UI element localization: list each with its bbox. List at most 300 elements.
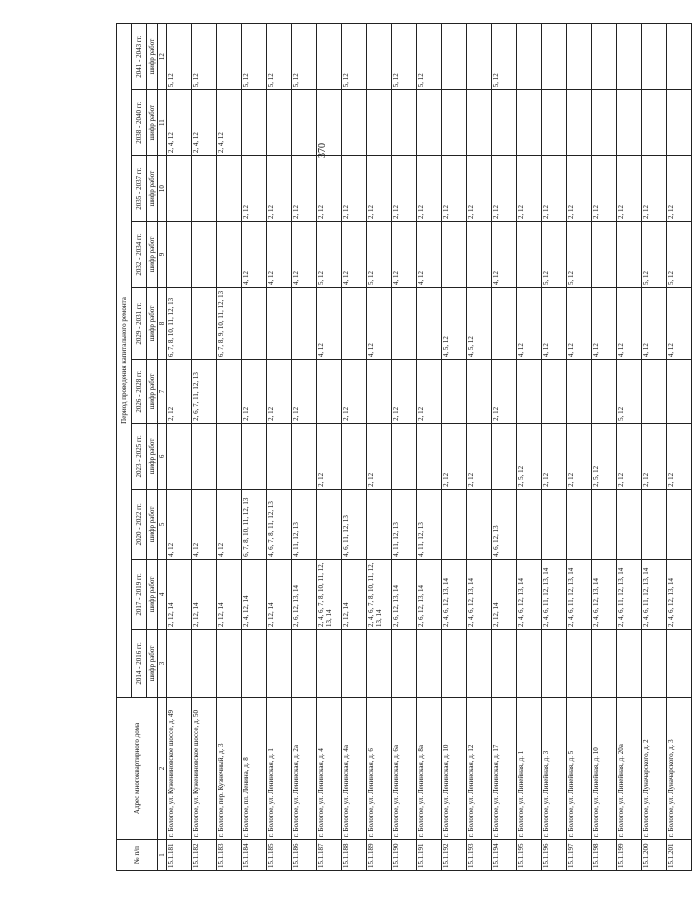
work-code-cell: 2, 12	[317, 423, 342, 489]
row-number-cell: 15.1.194	[492, 840, 517, 871]
column-number: 7	[158, 360, 167, 424]
address-cell: г. Бологое, ул. Линейная, д. 1	[517, 697, 542, 839]
work-code-cell	[592, 629, 617, 697]
work-code-cell: 4, 12	[267, 222, 292, 288]
work-code-cell: 4, 12	[217, 489, 242, 559]
address-cell: г. Бологое, ул. Ленинская, д. 4	[317, 697, 342, 839]
work-code-cell: 2, 12	[292, 360, 317, 424]
work-code-cell	[492, 629, 517, 697]
work-code-cell	[667, 24, 692, 90]
work-code-cell	[492, 90, 517, 156]
work-code-cell: 2, 4, 6, 12, 13, 14	[517, 559, 542, 629]
work-code-cell	[517, 489, 542, 559]
work-code-cell	[617, 90, 642, 156]
work-code-cell: 2, 12	[342, 156, 367, 222]
work-code-cell	[292, 423, 317, 489]
header-work-code: шифр работ	[147, 24, 158, 90]
work-code-cell: 2, 4, 6, 12, 13, 14	[442, 559, 467, 629]
work-code-cell	[442, 90, 467, 156]
work-code-cell	[517, 222, 542, 288]
work-code-cell: 2, 12	[417, 360, 442, 424]
row-number-cell: 15.1.181	[167, 840, 192, 871]
address-cell: г. Бологое, ул. Ленинская, д. 17	[492, 697, 517, 839]
work-code-cell: 2, 4, 12	[192, 90, 217, 156]
repair-schedule-table	[116, 23, 692, 871]
work-code-cell: 4, 12	[342, 222, 367, 288]
work-code-cell: 4, 6, 12, 13	[492, 489, 517, 559]
work-code-cell	[342, 287, 367, 359]
work-code-cell	[367, 24, 392, 90]
work-code-cell	[192, 629, 217, 697]
work-code-cell: 5, 12	[417, 24, 442, 90]
table-row	[567, 24, 592, 871]
work-code-cell: 4, 12	[367, 287, 392, 359]
work-code-cell: 4, 12	[617, 287, 642, 359]
work-code-cell	[467, 90, 492, 156]
row-number-cell: 15.1.190	[392, 840, 417, 871]
work-code-cell: 2, 12	[367, 156, 392, 222]
address-cell: г. Бологое, пл. Ленина, д. 8	[242, 697, 267, 839]
work-code-cell	[267, 423, 292, 489]
work-code-cell: 2, 4, 12	[217, 90, 242, 156]
work-code-cell	[567, 489, 592, 559]
work-code-cell	[217, 222, 242, 288]
address-cell: г. Бологое, ул. Линейная, д. 10	[592, 697, 617, 839]
work-code-cell	[392, 90, 417, 156]
work-code-cell: 2, 12	[417, 156, 442, 222]
work-code-cell: 4, 12	[567, 287, 592, 359]
work-code-cell	[467, 222, 492, 288]
row-number-cell: 15.1.184	[242, 840, 267, 871]
table-row	[267, 24, 292, 871]
address-cell: г. Бологое, ул. Линейная, д. 5	[567, 697, 592, 839]
work-code-cell	[617, 222, 642, 288]
header-period: 2020 - 2022 гг.	[132, 489, 147, 559]
table-row	[392, 24, 417, 871]
work-code-cell	[192, 156, 217, 222]
work-code-cell: 5, 12	[342, 24, 367, 90]
table-row	[592, 24, 617, 871]
work-code-cell	[192, 287, 217, 359]
work-code-cell	[517, 629, 542, 697]
work-code-cell: 2, 4, 6, 11, 12, 13, 14	[567, 559, 592, 629]
column-number: 9	[158, 222, 167, 288]
work-code-cell: 2, 4, 12	[167, 90, 192, 156]
column-number: 2	[158, 697, 167, 839]
work-code-cell: 2, 6, 12, 13, 14	[417, 559, 442, 629]
table-row	[442, 24, 467, 871]
work-code-cell	[167, 222, 192, 288]
work-code-cell: 5, 12	[567, 222, 592, 288]
work-code-cell: 2, 12	[442, 423, 467, 489]
work-code-cell: 2, 12, 14	[217, 559, 242, 629]
work-code-cell: 2, 12	[542, 156, 567, 222]
row-number-cell: 15.1.198	[592, 840, 617, 871]
address-cell: г. Бологое, ул. Ленинская, д. 1	[267, 697, 292, 839]
work-code-cell	[492, 287, 517, 359]
column-number: 8	[158, 287, 167, 359]
work-code-cell	[417, 287, 442, 359]
column-number: 4	[158, 559, 167, 629]
work-code-cell: 2, 12	[592, 156, 617, 222]
work-code-cell	[442, 629, 467, 697]
address-cell: г. Бологое, ул. Луначарского, д. 2	[642, 697, 667, 839]
table-row	[667, 24, 692, 871]
work-code-cell: 5, 12	[617, 360, 642, 424]
row-number-cell: 15.1.188	[342, 840, 367, 871]
work-code-cell: 4, 12	[492, 222, 517, 288]
work-code-cell: 4, 12	[542, 287, 567, 359]
work-code-cell	[517, 90, 542, 156]
work-code-cell: 2, 12	[317, 156, 342, 222]
work-code-cell: 2, 12	[617, 423, 642, 489]
work-code-cell	[367, 629, 392, 697]
work-code-cell	[567, 90, 592, 156]
work-code-cell: 2, 6, 12, 13, 14	[292, 559, 317, 629]
work-code-cell	[667, 90, 692, 156]
header-work-code: шифр работ	[147, 287, 158, 359]
work-code-cell: 2, 12	[167, 360, 192, 424]
work-code-cell	[242, 423, 267, 489]
work-code-cell: 5, 12	[167, 24, 192, 90]
work-code-cell: 2, 4, 6, 11, 12, 13, 14	[542, 559, 567, 629]
table-row	[317, 24, 342, 871]
work-code-cell: 2, 12	[567, 423, 592, 489]
work-code-cell	[242, 629, 267, 697]
work-code-cell	[617, 24, 642, 90]
work-code-cell: 4, 12	[592, 287, 617, 359]
work-code-cell: 2, 12, 14	[492, 559, 517, 629]
address-cell: г. Бологое, ул. Луначарского, д. 3	[667, 697, 692, 839]
work-code-cell: 4, 12	[642, 287, 667, 359]
work-code-cell	[642, 360, 667, 424]
work-code-cell	[542, 24, 567, 90]
work-code-cell	[567, 24, 592, 90]
work-code-cell	[542, 629, 567, 697]
table-row	[417, 24, 442, 871]
work-code-cell: 5, 12	[292, 24, 317, 90]
work-code-cell: 2, 12	[667, 156, 692, 222]
work-code-cell	[617, 489, 642, 559]
work-code-cell: 4, 11, 12, 13	[292, 489, 317, 559]
work-code-cell	[192, 222, 217, 288]
work-code-cell: 4, 5, 12	[467, 287, 492, 359]
work-code-cell	[667, 629, 692, 697]
header-num: № п/п	[117, 840, 158, 871]
table-row	[492, 24, 517, 871]
work-code-cell	[517, 360, 542, 424]
work-code-cell: 6, 7, 8, 9, 10, 11, 12, 13	[217, 287, 242, 359]
column-number: 1	[158, 840, 167, 871]
work-code-cell	[567, 629, 592, 697]
work-code-cell: 5, 12	[642, 222, 667, 288]
work-code-cell	[567, 360, 592, 424]
row-number-cell: 15.1.182	[192, 840, 217, 871]
work-code-cell	[667, 360, 692, 424]
header-row-group	[117, 24, 132, 871]
work-code-cell	[367, 90, 392, 156]
work-code-cell	[542, 90, 567, 156]
header-address: Адрес многоквартирного дома	[117, 697, 158, 839]
work-code-cell: 2, 4, 6, 11, 12, 13, 14	[642, 559, 667, 629]
work-code-cell: 2, 12	[367, 423, 392, 489]
address-cell: г. Бологое, ул. Линейная, д. 20а	[617, 697, 642, 839]
work-code-cell	[342, 423, 367, 489]
table-row	[367, 24, 392, 871]
table-row	[467, 24, 492, 871]
work-code-cell	[467, 360, 492, 424]
work-code-cell: 4, 12	[192, 489, 217, 559]
row-number-cell: 15.1.192	[442, 840, 467, 871]
work-code-cell	[192, 423, 217, 489]
table-row	[292, 24, 317, 871]
work-code-cell	[442, 489, 467, 559]
work-code-cell: 2, 12	[267, 360, 292, 424]
header-period: 2032 - 2034 гг.	[132, 222, 147, 288]
row-number-cell: 15.1.189	[367, 840, 392, 871]
work-code-cell	[417, 629, 442, 697]
work-code-cell: 4, 12	[667, 287, 692, 359]
work-code-cell	[492, 423, 517, 489]
work-code-cell	[217, 423, 242, 489]
work-code-cell: 2, 12	[342, 360, 367, 424]
row-number-cell: 15.1.196	[542, 840, 567, 871]
column-number: 12	[158, 24, 167, 90]
work-code-cell: 5, 12	[317, 222, 342, 288]
work-code-cell: 2, 12, 14	[342, 559, 367, 629]
row-number-cell: 15.1.185	[267, 840, 292, 871]
work-code-cell	[667, 489, 692, 559]
header-period: 2026 - 2028 гг.	[132, 360, 147, 424]
work-code-cell	[292, 287, 317, 359]
work-code-cell: 2, 4, 6, 7, 8, 10, 11, 12, 13, 14	[367, 559, 392, 629]
work-code-cell: 2, 12	[267, 156, 292, 222]
work-code-cell: 2, 12	[467, 156, 492, 222]
column-number: 5	[158, 489, 167, 559]
header-work-code: шифр работ	[147, 90, 158, 156]
work-code-cell: 2, 12	[492, 360, 517, 424]
table-row	[167, 24, 192, 871]
work-code-cell: 5, 12	[367, 222, 392, 288]
work-code-cell	[442, 24, 467, 90]
work-code-cell	[217, 24, 242, 90]
table-body	[167, 24, 692, 871]
work-code-cell: 4, 12	[392, 222, 417, 288]
work-code-cell	[267, 629, 292, 697]
work-code-cell	[592, 489, 617, 559]
address-cell: г. Бологое, ул. Ленинская, д. 10	[442, 697, 467, 839]
work-code-cell	[267, 90, 292, 156]
address-cell: г. Бологое, ул. Ленинская, д. 6а	[392, 697, 417, 839]
work-code-cell: 2, 4, 6, 12, 13, 14	[592, 559, 617, 629]
table-row	[617, 24, 642, 871]
work-code-cell: 4, 12	[317, 287, 342, 359]
work-code-cell	[642, 629, 667, 697]
work-code-cell	[317, 360, 342, 424]
header-period: 2023 - 2025 гг.	[132, 423, 147, 489]
work-code-cell	[242, 90, 267, 156]
work-code-cell: 2, 12	[492, 156, 517, 222]
work-code-cell: 4, 5, 12	[442, 287, 467, 359]
work-code-cell: 6, 7, 8, 10, 11, 12, 13	[242, 489, 267, 559]
work-code-cell: 4, 12	[517, 287, 542, 359]
work-code-cell	[467, 629, 492, 697]
address-cell: г. Бологое, ул. Кужениновское шоссе, д. 50	[192, 697, 217, 839]
work-code-cell	[167, 423, 192, 489]
row-number-cell: 15.1.193	[467, 840, 492, 871]
work-code-cell: 4, 11, 12, 13	[392, 489, 417, 559]
work-code-cell: 2, 12	[567, 156, 592, 222]
work-code-cell: 4, 6, 11, 12, 13	[342, 489, 367, 559]
address-cell: г. Бологое, ул. Ленинская, д. 12	[467, 697, 492, 839]
row-number-cell: 15.1.183	[217, 840, 242, 871]
address-cell: г. Бологое, ул. Ленинская, д. 6	[367, 697, 392, 839]
work-code-cell	[217, 360, 242, 424]
work-code-cell: 2, 12	[292, 156, 317, 222]
address-cell: г. Бологое, пер. Кузнечный, д. 3	[217, 697, 242, 839]
work-code-cell: 2, 12	[517, 156, 542, 222]
work-code-cell	[417, 90, 442, 156]
work-code-cell	[592, 24, 617, 90]
address-cell: г. Бологое, ул. Ленинская, д. 4а	[342, 697, 367, 839]
work-code-cell	[592, 222, 617, 288]
work-code-cell	[442, 360, 467, 424]
header-period: 2038 - 2040 гг.	[132, 90, 147, 156]
work-code-cell	[467, 24, 492, 90]
row-number-cell: 15.1.195	[517, 840, 542, 871]
column-number-row	[158, 24, 167, 871]
work-code-cell: 2, 5, 12	[592, 423, 617, 489]
work-code-cell: 5, 12	[667, 222, 692, 288]
work-code-cell: 5, 12	[267, 24, 292, 90]
work-code-cell	[517, 24, 542, 90]
work-code-cell	[542, 489, 567, 559]
work-code-cell	[342, 629, 367, 697]
work-code-cell: 2, 4, 6, 12, 13, 14	[667, 559, 692, 629]
column-number: 6	[158, 423, 167, 489]
work-code-cell: 4, 6, 7, 8, 11, 12, 13	[267, 489, 292, 559]
table-row	[342, 24, 367, 871]
header-work-code: шифр работ	[147, 222, 158, 288]
work-code-cell	[217, 156, 242, 222]
row-number-cell: 15.1.200	[642, 840, 667, 871]
work-code-cell	[292, 90, 317, 156]
header-work-code: шифр работ	[147, 489, 158, 559]
row-number-cell: 15.1.186	[292, 840, 317, 871]
work-code-cell: 2, 12	[642, 156, 667, 222]
address-cell: г. Бологое, ул. Кужениновское шоссе, д. 49	[167, 697, 192, 839]
work-code-cell	[367, 360, 392, 424]
header-period: 2041 - 2043 гг.	[132, 24, 147, 90]
work-code-cell	[467, 489, 492, 559]
row-number-cell: 15.1.199	[617, 840, 642, 871]
header-period: 2029 - 2031 гг.	[132, 287, 147, 359]
header-period: 2014 - 2016 гг.	[132, 629, 147, 697]
work-code-cell: 2, 12	[242, 156, 267, 222]
work-code-cell: 5, 12	[492, 24, 517, 90]
work-code-cell	[642, 24, 667, 90]
table-row	[517, 24, 542, 871]
work-code-cell: 2, 12, 14	[267, 559, 292, 629]
address-cell: г. Бологое, ул. Ленинская, д. 2а	[292, 697, 317, 839]
work-code-cell	[392, 629, 417, 697]
work-code-cell: 2, 12	[642, 423, 667, 489]
work-code-cell	[442, 222, 467, 288]
work-code-cell: 2, 4, 12, 14	[242, 559, 267, 629]
work-code-cell	[242, 287, 267, 359]
work-code-cell: 4, 12	[242, 222, 267, 288]
work-code-cell: 2, 12	[467, 423, 492, 489]
work-code-cell: 2, 6, 7, 11, 12, 13	[192, 360, 217, 424]
header-work-code: шифр работ	[147, 559, 158, 629]
work-code-cell: 2, 12	[242, 360, 267, 424]
work-code-cell: 5, 12	[542, 222, 567, 288]
work-code-cell	[167, 629, 192, 697]
work-code-cell: 2, 4, 6, 12, 13, 14	[467, 559, 492, 629]
work-code-cell	[642, 489, 667, 559]
row-number-cell: 15.1.191	[417, 840, 442, 871]
work-code-cell	[617, 629, 642, 697]
work-code-cell: 2, 12	[392, 156, 417, 222]
row-number-cell: 15.1.197	[567, 840, 592, 871]
table-row	[192, 24, 217, 871]
work-code-cell	[392, 287, 417, 359]
table-row	[242, 24, 267, 871]
table-row	[217, 24, 242, 871]
work-code-cell	[167, 156, 192, 222]
work-code-cell	[292, 629, 317, 697]
work-code-cell	[642, 90, 667, 156]
column-number: 11	[158, 90, 167, 156]
work-code-cell: 2, 5, 12	[517, 423, 542, 489]
work-code-cell: 4, 12	[167, 489, 192, 559]
work-code-cell: 2, 12	[667, 423, 692, 489]
work-code-cell: 4, 11, 12, 13	[417, 489, 442, 559]
work-code-cell: 5, 12	[192, 24, 217, 90]
header-work-code: шифр работ	[147, 156, 158, 222]
row-number-cell: 15.1.201	[667, 840, 692, 871]
work-code-cell	[267, 287, 292, 359]
work-code-cell	[342, 90, 367, 156]
work-code-cell: 2, 12	[442, 156, 467, 222]
header-work-code: шифр работ	[147, 423, 158, 489]
column-number: 10	[158, 156, 167, 222]
work-code-cell: 2, 6, 12, 13, 14	[392, 559, 417, 629]
work-code-cell	[317, 629, 342, 697]
header-work-code: шифр работ	[147, 360, 158, 424]
work-code-cell: 2, 12, 14	[192, 559, 217, 629]
work-code-cell	[592, 360, 617, 424]
work-code-cell: 4, 12	[417, 222, 442, 288]
work-code-cell: 5, 12	[392, 24, 417, 90]
work-code-cell	[317, 24, 342, 90]
work-code-cell	[592, 90, 617, 156]
work-code-cell	[317, 90, 342, 156]
work-code-cell: 2, 12	[617, 156, 642, 222]
table-row	[642, 24, 667, 871]
work-code-cell: 2, 12, 14	[167, 559, 192, 629]
header-work-code: шифр работ	[147, 629, 158, 697]
header-period-group: Период проведения капитального ремонта	[117, 24, 132, 698]
work-code-cell	[317, 489, 342, 559]
work-code-cell: 4, 12	[292, 222, 317, 288]
work-code-cell: 5, 12	[242, 24, 267, 90]
page-number-text: 370	[316, 142, 328, 158]
header-period: 2017 - 2019 гг.	[132, 559, 147, 629]
work-code-cell	[417, 423, 442, 489]
work-code-cell	[392, 423, 417, 489]
row-number-cell: 15.1.187	[317, 840, 342, 871]
